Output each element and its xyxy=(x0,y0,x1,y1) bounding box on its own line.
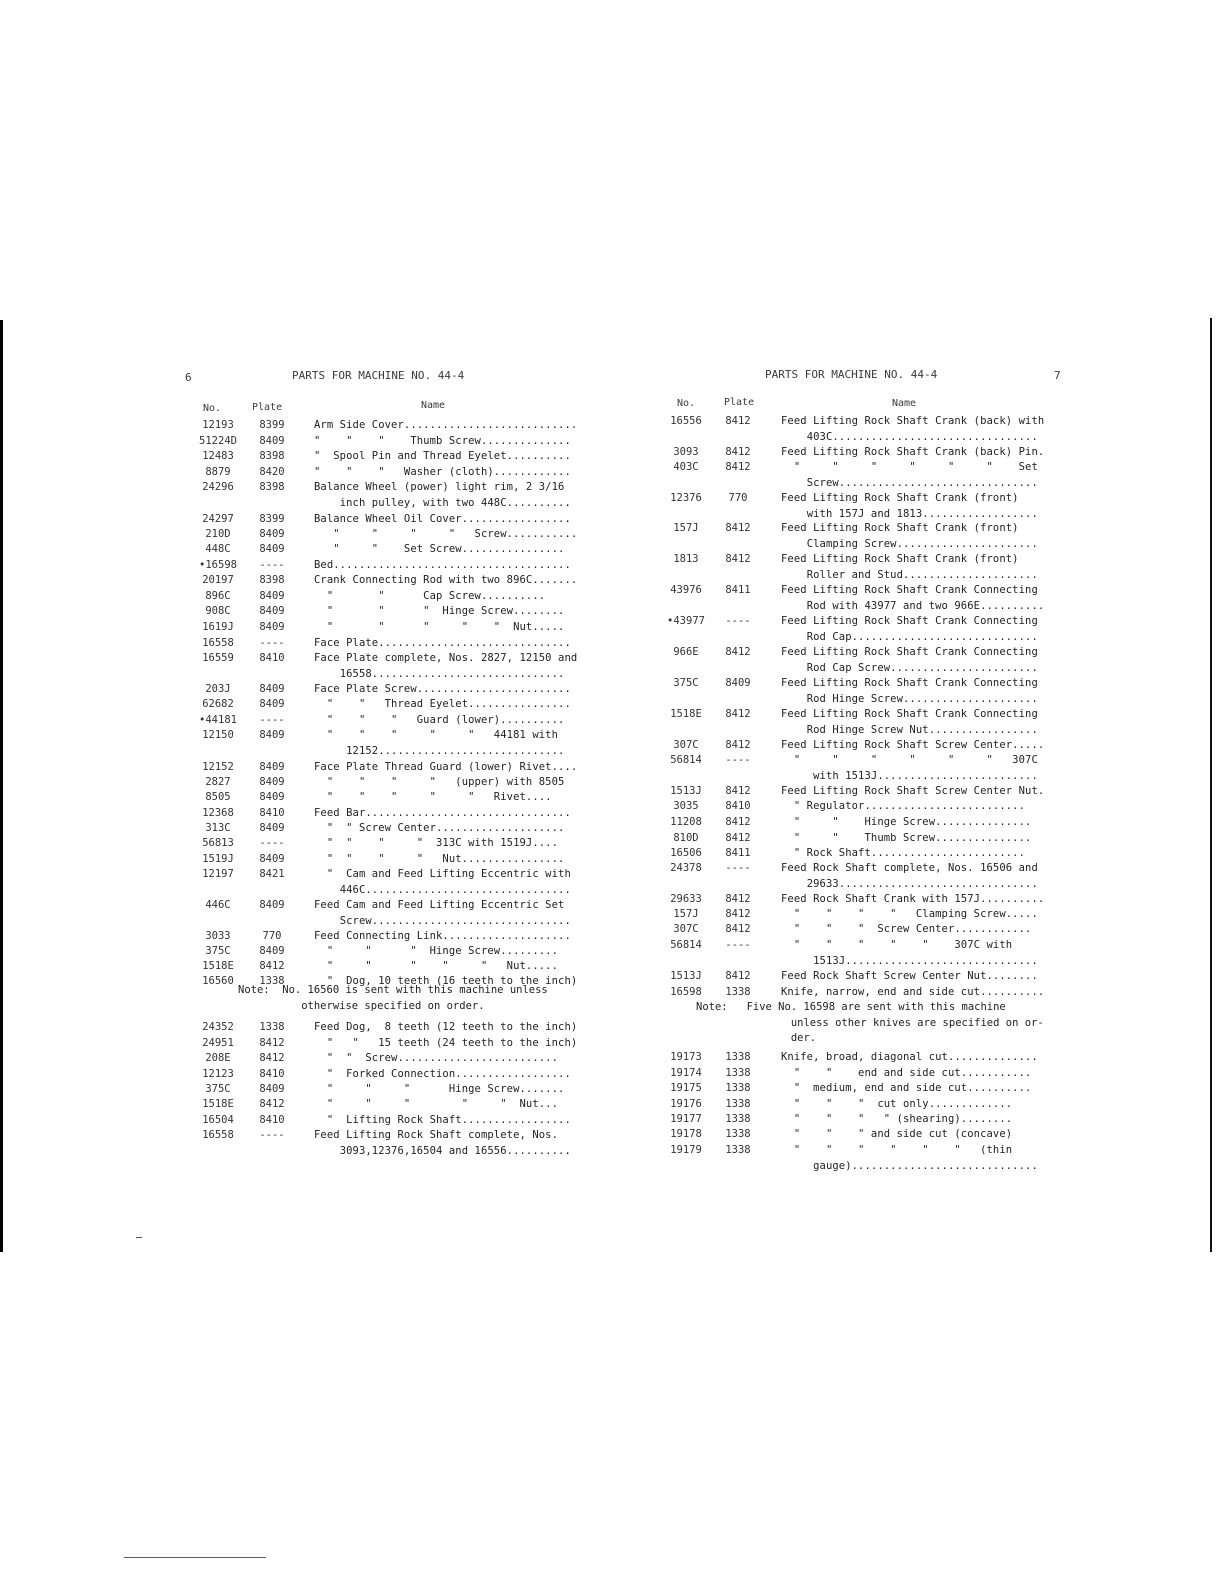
page-header-left: PARTS FOR MACHINE NO. 44-4 xyxy=(292,369,465,382)
part-name: " " " and side cut (concave) xyxy=(781,1128,1013,1140)
part-number: 8879 xyxy=(205,466,231,478)
plate-number: 8409 xyxy=(259,899,285,911)
part-name: " " " Thumb Screw.............. xyxy=(314,435,571,447)
plate-number: 1338 xyxy=(725,986,751,998)
part-name: " " " " " " (thin gauge)............................. xyxy=(793,1144,1038,1172)
part-number: 16598 xyxy=(670,986,702,998)
part-number: 12197 xyxy=(202,868,234,880)
part-name: " " " Hinge Screw........ xyxy=(314,605,565,617)
page-header-right: PARTS FOR MACHINE NO. 44-4 xyxy=(765,368,938,381)
plate-number: 8409 xyxy=(259,853,285,865)
plate-number: 8411 xyxy=(725,847,751,859)
part-name: Feed Cam and Feed Lifting Eccentric Set Screw............................... xyxy=(314,899,571,927)
part-number: 19177 xyxy=(670,1113,702,1125)
plate-number: 8421 xyxy=(259,868,285,880)
part-name: " " " " Screw........... xyxy=(314,528,578,540)
plate-number: 8412 xyxy=(725,908,751,920)
part-number: 8505 xyxy=(205,791,231,803)
part-name: Feed Lifting Rock Shaft Crank (front) Clamping Screw...................... xyxy=(781,522,1038,550)
plate-number: 1338 xyxy=(725,1128,751,1140)
part-number: 375C xyxy=(205,1083,231,1095)
plate-number: 8412 xyxy=(725,970,751,982)
part-number: 446C xyxy=(205,899,231,911)
part-number: 448C xyxy=(205,543,231,555)
part-name: Feed Lifting Rock Shaft Crank Connecting Rod Cap Screw....................... xyxy=(781,646,1038,674)
part-number: 24951 xyxy=(202,1037,234,1049)
part-number: 210D xyxy=(205,528,231,540)
part-name: " Regulator......................... xyxy=(781,800,1026,812)
plate-number: 8410 xyxy=(259,807,285,819)
part-name: " Cam and Feed Lifting Eccentric with 446C................................ xyxy=(326,868,571,896)
plate-number: 8412 xyxy=(725,816,751,828)
plate-number: 8410 xyxy=(725,800,751,812)
part-number: 307C xyxy=(673,923,699,935)
part-number: 24352 xyxy=(202,1021,234,1033)
plate-number: 8412 xyxy=(725,785,751,797)
part-name: " Spool Pin and Thread Eyelet.......... xyxy=(314,450,571,462)
plate-number: 8409 xyxy=(259,543,285,555)
part-name: Feed Connecting Link.................... xyxy=(314,930,571,942)
plate-number: 8412 xyxy=(725,739,751,751)
part-name: " " " " " 44181 with 12152............................. xyxy=(326,729,565,757)
part-number: •16598 xyxy=(199,559,237,571)
part-number: 16504 xyxy=(202,1114,234,1126)
part-number: 12150 xyxy=(202,729,234,741)
plate-number: 8409 xyxy=(259,605,285,617)
part-number: 24296 xyxy=(202,481,234,493)
part-name: Feed Lifting Rock Shaft Screw Center..... xyxy=(781,739,1045,751)
part-name: Feed Lifting Rock Shaft Crank (back) with 403C................................ xyxy=(781,415,1045,443)
part-number: 1619J xyxy=(202,621,234,633)
plate-number: 1338 xyxy=(725,1067,751,1079)
col-header-no-left: No. xyxy=(203,403,222,414)
plate-number: 8412 xyxy=(725,446,751,458)
part-name: Feed Rock Shaft Screw Center Nut........ xyxy=(781,970,1038,982)
part-number: 1813 xyxy=(673,553,699,565)
part-number: 1513J xyxy=(670,785,702,797)
plate-number: 8412 xyxy=(725,708,751,720)
part-number: 24378 xyxy=(670,862,702,874)
plate-number: ---- xyxy=(259,1129,285,1141)
part-name: " " " Guard (lower).......... xyxy=(314,714,565,726)
part-name: " " " Hinge Screw......... xyxy=(314,945,559,957)
part-number: 157J xyxy=(673,522,699,534)
part-number: 3093 xyxy=(673,446,699,458)
plate-number: ---- xyxy=(259,559,285,571)
plate-number: 1338 xyxy=(725,1113,751,1125)
part-name: " " " Screw Center............ xyxy=(781,923,1032,935)
plate-number: 8412 xyxy=(259,1098,285,1110)
part-name: Crank Connecting Rod with two 896C....... xyxy=(314,574,578,586)
part-number: 403C xyxy=(673,461,699,473)
part-number: 16556 xyxy=(670,415,702,427)
plate-number: 8410 xyxy=(259,652,285,664)
plate-number: 8411 xyxy=(725,584,751,596)
part-number: 19178 xyxy=(670,1128,702,1140)
part-name: Face Plate Thread Guard (lower) Rivet.... xyxy=(314,761,578,773)
part-name: " " Hinge Screw............... xyxy=(781,816,1032,828)
part-number: 208E xyxy=(205,1052,231,1064)
plate-number: 8409 xyxy=(259,1083,285,1095)
part-number: 1518E xyxy=(670,708,702,720)
page-number-left: 6 xyxy=(185,371,192,384)
part-name: Balance Wheel (power) light rim, 2 3/16 inch pulley, with two 448C.......... xyxy=(314,481,571,509)
scan-mark xyxy=(136,1237,142,1238)
part-number: 29633 xyxy=(670,893,702,905)
plate-number: 8412 xyxy=(725,553,751,565)
part-number: 810D xyxy=(673,832,699,844)
plate-number: ---- xyxy=(725,939,751,951)
part-name: Balance Wheel Oil Cover................. xyxy=(314,513,571,525)
part-name: Face Plate complete, Nos. 2827, 12150 and 16558.............................. xyxy=(314,652,578,680)
plate-number: 1338 xyxy=(259,975,285,987)
page-number-right: 7 xyxy=(1054,369,1061,382)
part-name: " " " " " " 307C with 1513J......................... xyxy=(793,754,1038,782)
part-name: " " Thumb Screw............... xyxy=(781,832,1032,844)
part-name: " " " " 313C with 1519J.... xyxy=(314,837,559,849)
part-number: 1519J xyxy=(202,853,234,865)
part-name: " " " " " Rivet.... xyxy=(314,791,552,803)
plate-number: ---- xyxy=(259,714,285,726)
part-number: 375C xyxy=(673,677,699,689)
part-number: 16560 xyxy=(202,975,234,987)
part-number: •44181 xyxy=(199,714,237,726)
part-number: 56814 xyxy=(670,939,702,951)
plate-number: 8412 xyxy=(725,832,751,844)
plate-number: 8409 xyxy=(259,822,285,834)
part-number: 16506 xyxy=(670,847,702,859)
part-number: 12152 xyxy=(202,761,234,773)
part-name: " Rock Shaft........................ xyxy=(781,847,1026,859)
plate-number: 8412 xyxy=(725,461,751,473)
plate-number: 770 xyxy=(728,492,748,504)
part-number: 62682 xyxy=(202,698,234,710)
col-header-no-right: No. xyxy=(677,398,696,409)
col-header-name-right: Name xyxy=(892,398,917,409)
plate-number: 770 xyxy=(262,930,282,942)
part-number: 313C xyxy=(205,822,231,834)
part-number: 896C xyxy=(205,590,231,602)
note-left: Note: No. 16560 is sent with this machine unless otherwise specified on order. xyxy=(238,984,548,1012)
part-number: 51224D xyxy=(199,435,237,447)
plate-number: 8409 xyxy=(259,791,285,803)
part-name: " Forked Connection.................. xyxy=(314,1068,571,1080)
part-name: " " " " " 307C with 1513J.............................. xyxy=(793,939,1038,967)
plate-number: 8398 xyxy=(259,481,285,493)
part-number: 12368 xyxy=(202,807,234,819)
part-name: " " Set Screw................ xyxy=(314,543,565,555)
plate-number: 8409 xyxy=(259,776,285,788)
note-right: Note: Five No. 16598 are sent with this machine unless other knives are specified on or- der. xyxy=(696,1001,1044,1044)
part-name: " " " " " Nut..... xyxy=(314,960,559,972)
part-number: 19176 xyxy=(670,1098,702,1110)
plate-number: 8412 xyxy=(259,1037,285,1049)
part-number: 375C xyxy=(205,945,231,957)
part-name: " " " Washer (cloth)............ xyxy=(314,466,571,478)
plate-number: 8398 xyxy=(259,450,285,462)
part-number: 43976 xyxy=(670,584,702,596)
plate-number: ---- xyxy=(725,862,751,874)
part-name: " " " " (upper) with 8505 xyxy=(314,776,565,788)
scan-edge-left xyxy=(0,320,3,1252)
part-name: Knife, narrow, end and side cut.......... xyxy=(781,986,1045,998)
plate-number: ---- xyxy=(259,837,285,849)
plate-number: 1338 xyxy=(725,1144,751,1156)
part-name: Bed..................................... xyxy=(314,559,571,571)
part-number: 16558 xyxy=(202,637,234,649)
part-number: 3033 xyxy=(205,930,231,942)
part-number: 307C xyxy=(673,739,699,751)
part-name: Feed Lifting Rock Shaft complete, Nos. 3093,12376,16504 and 16556.......... xyxy=(314,1129,571,1157)
plate-number: 8409 xyxy=(259,761,285,773)
plate-number: 8410 xyxy=(259,1068,285,1080)
part-number: 19179 xyxy=(670,1144,702,1156)
part-name: Feed Bar................................ xyxy=(314,807,571,819)
part-name: " " 15 teeth (24 teeth to the inch) xyxy=(314,1037,578,1049)
part-number: 19175 xyxy=(670,1082,702,1094)
part-number: 56814 xyxy=(670,754,702,766)
plate-number: ---- xyxy=(259,637,285,649)
plate-number: 8399 xyxy=(259,419,285,431)
part-name: " " Screw Center.................... xyxy=(314,822,565,834)
part-number: 12123 xyxy=(202,1068,234,1080)
part-number: 16559 xyxy=(202,652,234,664)
part-name: " " Screw......................... xyxy=(314,1052,559,1064)
part-name: Feed Dog, 8 teeth (12 teeth to the inch) xyxy=(314,1021,578,1033)
plate-number: 8412 xyxy=(725,415,751,427)
plate-number: 8409 xyxy=(259,435,285,447)
plate-number: 8409 xyxy=(259,683,285,695)
part-name: " " " Hinge Screw....... xyxy=(314,1083,565,1095)
part-name: Face Plate.............................. xyxy=(314,637,571,649)
plate-number: 8412 xyxy=(259,960,285,972)
plate-number: 8398 xyxy=(259,574,285,586)
plate-number: 8409 xyxy=(259,590,285,602)
part-number: 12376 xyxy=(670,492,702,504)
part-name: " " " " " Nut..... xyxy=(314,621,565,633)
plate-number: ---- xyxy=(725,754,751,766)
part-number: 24297 xyxy=(202,513,234,525)
part-name: Feed Lifting Rock Shaft Crank (front) Roller and Stud..................... xyxy=(781,553,1038,581)
part-name: " " Cap Screw.......... xyxy=(314,590,546,602)
footnote-rule xyxy=(124,1557,266,1558)
plate-number: 8409 xyxy=(725,677,751,689)
part-name: Feed Lifting Rock Shaft Crank (front) with 157J and 1813.................. xyxy=(781,492,1038,520)
plate-number: 1338 xyxy=(725,1082,751,1094)
part-name: Feed Lifting Rock Shaft Crank Connecting Rod Hinge Screw Nut................. xyxy=(781,708,1038,736)
plate-number: 8412 xyxy=(259,1052,285,1064)
col-header-plate-right: Plate xyxy=(724,397,755,408)
part-number: 56813 xyxy=(202,837,234,849)
plate-number: 1338 xyxy=(725,1051,751,1063)
part-number: 1518E xyxy=(202,1098,234,1110)
part-name: " " " " " Nut... xyxy=(314,1098,559,1110)
col-header-name-left: Name xyxy=(421,400,446,411)
part-number: 19173 xyxy=(670,1051,702,1063)
plate-number: 1338 xyxy=(725,1098,751,1110)
scan-edge-right xyxy=(1210,318,1212,1252)
part-name: " " Thread Eyelet................ xyxy=(314,698,571,710)
part-number: 12193 xyxy=(202,419,234,431)
part-number: 12483 xyxy=(202,450,234,462)
part-number: 1518E xyxy=(202,960,234,972)
part-number: 157J xyxy=(673,908,699,920)
plate-number: 8409 xyxy=(259,729,285,741)
plate-number: 8420 xyxy=(259,466,285,478)
part-number: 19174 xyxy=(670,1067,702,1079)
plate-number: ---- xyxy=(725,615,751,627)
plate-number: 8412 xyxy=(725,923,751,935)
part-name: Feed Lifting Rock Shaft Crank Connecting Rod with 43977 and two 966E.......... xyxy=(781,584,1045,612)
part-number: 3035 xyxy=(673,800,699,812)
plate-number: 8399 xyxy=(259,513,285,525)
part-name: Knife, broad, diagonal cut.............. xyxy=(781,1051,1038,1063)
part-name: " Dog, 10 teeth (16 teeth to the inch) xyxy=(314,975,578,987)
plate-number: 8412 xyxy=(725,893,751,905)
part-number: 11208 xyxy=(670,816,702,828)
plate-number: 8409 xyxy=(259,528,285,540)
part-number: 20197 xyxy=(202,574,234,586)
part-number: 1513J xyxy=(670,970,702,982)
part-number: 908C xyxy=(205,605,231,617)
plate-number: 8409 xyxy=(259,621,285,633)
part-number: 203J xyxy=(205,683,231,695)
part-name: Face Plate Screw........................ xyxy=(314,683,571,695)
part-name: " " " " Clamping Screw..... xyxy=(781,908,1038,920)
part-number: 966E xyxy=(673,646,699,658)
plate-number: 8409 xyxy=(259,698,285,710)
plate-number: 8410 xyxy=(259,1114,285,1126)
part-name: " " " cut only............. xyxy=(781,1098,1013,1110)
part-name: Feed Lifting Rock Shaft Crank Connecting Rod Hinge Screw..................... xyxy=(781,677,1038,705)
part-name: Feed Lifting Rock Shaft Crank (back) Pin. xyxy=(781,446,1045,458)
plate-number: 8412 xyxy=(725,522,751,534)
part-name: Arm Side Cover........................... xyxy=(314,419,578,431)
part-name: " Lifting Rock Shaft................. xyxy=(314,1114,571,1126)
plate-number: 1338 xyxy=(259,1021,285,1033)
part-name: " medium, end and side cut.......... xyxy=(781,1082,1032,1094)
part-name: Feed Rock Shaft Crank with 157J.......... xyxy=(781,893,1045,905)
plate-number: 8412 xyxy=(725,646,751,658)
col-header-plate-left: Plate xyxy=(252,402,283,413)
part-number: 2827 xyxy=(205,776,231,788)
plate-number: 8409 xyxy=(259,945,285,957)
part-name: " " " " (shearing)........ xyxy=(781,1113,1013,1125)
part-name: " " " " " " Set Screw............................... xyxy=(793,461,1038,489)
part-name: Feed Lifting Rock Shaft Crank Connecting Rod Cap............................. xyxy=(781,615,1038,643)
part-name: Feed Lifting Rock Shaft Screw Center Nut. xyxy=(781,785,1045,797)
part-number: 16558 xyxy=(202,1129,234,1141)
part-number: •43977 xyxy=(667,615,705,627)
part-name: Feed Rock Shaft complete, Nos. 16506 and 29633............................... xyxy=(781,862,1038,890)
part-name: " " end and side cut........... xyxy=(781,1067,1032,1079)
part-name: " " " " Nut................ xyxy=(314,853,565,865)
